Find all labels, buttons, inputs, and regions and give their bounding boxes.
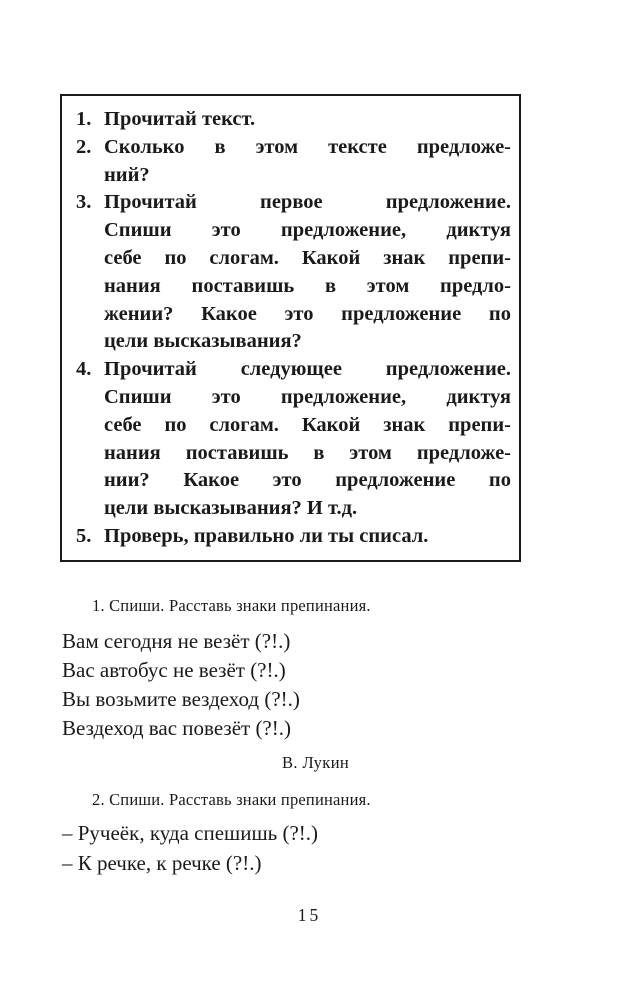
instruction-line: Проверь, правильно ли ты списал. <box>104 524 429 547</box>
instruction-line: Прочитай текст. <box>104 108 256 130</box>
exercise-1-line: Вездеход вас повезёт (?!.) <box>62 716 291 740</box>
exercise-2-line: – К речке, к речке (?!.) <box>62 851 262 875</box>
instruction-line: цели высказывания? И т.д. <box>104 497 358 520</box>
instruction-line: жении? Какое это предложение по <box>104 302 511 325</box>
instruction-line: цели высказывания? <box>104 330 302 353</box>
instruction-number: 4. <box>76 358 92 381</box>
instruction-line: нания поставишь в этом предло- <box>104 274 511 297</box>
instruction-4 <box>76 356 511 523</box>
exercise-2-task: 2. Спиши. Расставь знаки препинания. <box>92 790 371 809</box>
instruction-line: Спиши это предложение, диктуя <box>104 219 511 242</box>
instruction-line: Сколько в этом тексте предложе- <box>104 135 511 158</box>
poem-author: В. Лукин <box>282 753 350 772</box>
exercise-1-line: Вы возьмите вездеход (?!.) <box>62 687 300 711</box>
instruction-line: ний? <box>104 163 150 186</box>
exercise-2-line: – Ручеёк, куда спешишь (?!.) <box>62 821 319 845</box>
instruction-line: нии? Какое это предложение по <box>104 469 511 492</box>
instruction-1 <box>76 106 511 134</box>
instruction-2 <box>76 134 511 190</box>
instruction-line: себе по слогам. Какой знак препи- <box>104 246 511 269</box>
page-number: 15 <box>297 905 322 925</box>
instruction-number: 3. <box>76 191 92 214</box>
instruction-line: Прочитай первое предложение. <box>104 191 511 214</box>
instruction-3 <box>76 189 511 356</box>
instruction-line: Спиши это предложение, диктуя <box>104 385 511 408</box>
instruction-number: 2. <box>76 135 92 158</box>
instructions-box <box>60 94 521 562</box>
exercise-1-task: 1. Спиши. Расставь знаки препинания. <box>92 596 371 615</box>
instruction-number: 5. <box>76 524 92 547</box>
instruction-line: нания поставишь в этом предложе- <box>104 441 511 464</box>
instruction-line: Прочитай следующее предложение. <box>104 358 511 381</box>
exercise-1-line: Вам сегодня не везёт (?!.) <box>62 629 291 653</box>
instruction-line: себе по слогам. Какой знак препи- <box>104 413 511 436</box>
exercise-1-line: Вас автобус не везёт (?!.) <box>62 658 286 682</box>
instruction-5 <box>76 523 511 551</box>
instruction-number: 1. <box>76 108 92 130</box>
